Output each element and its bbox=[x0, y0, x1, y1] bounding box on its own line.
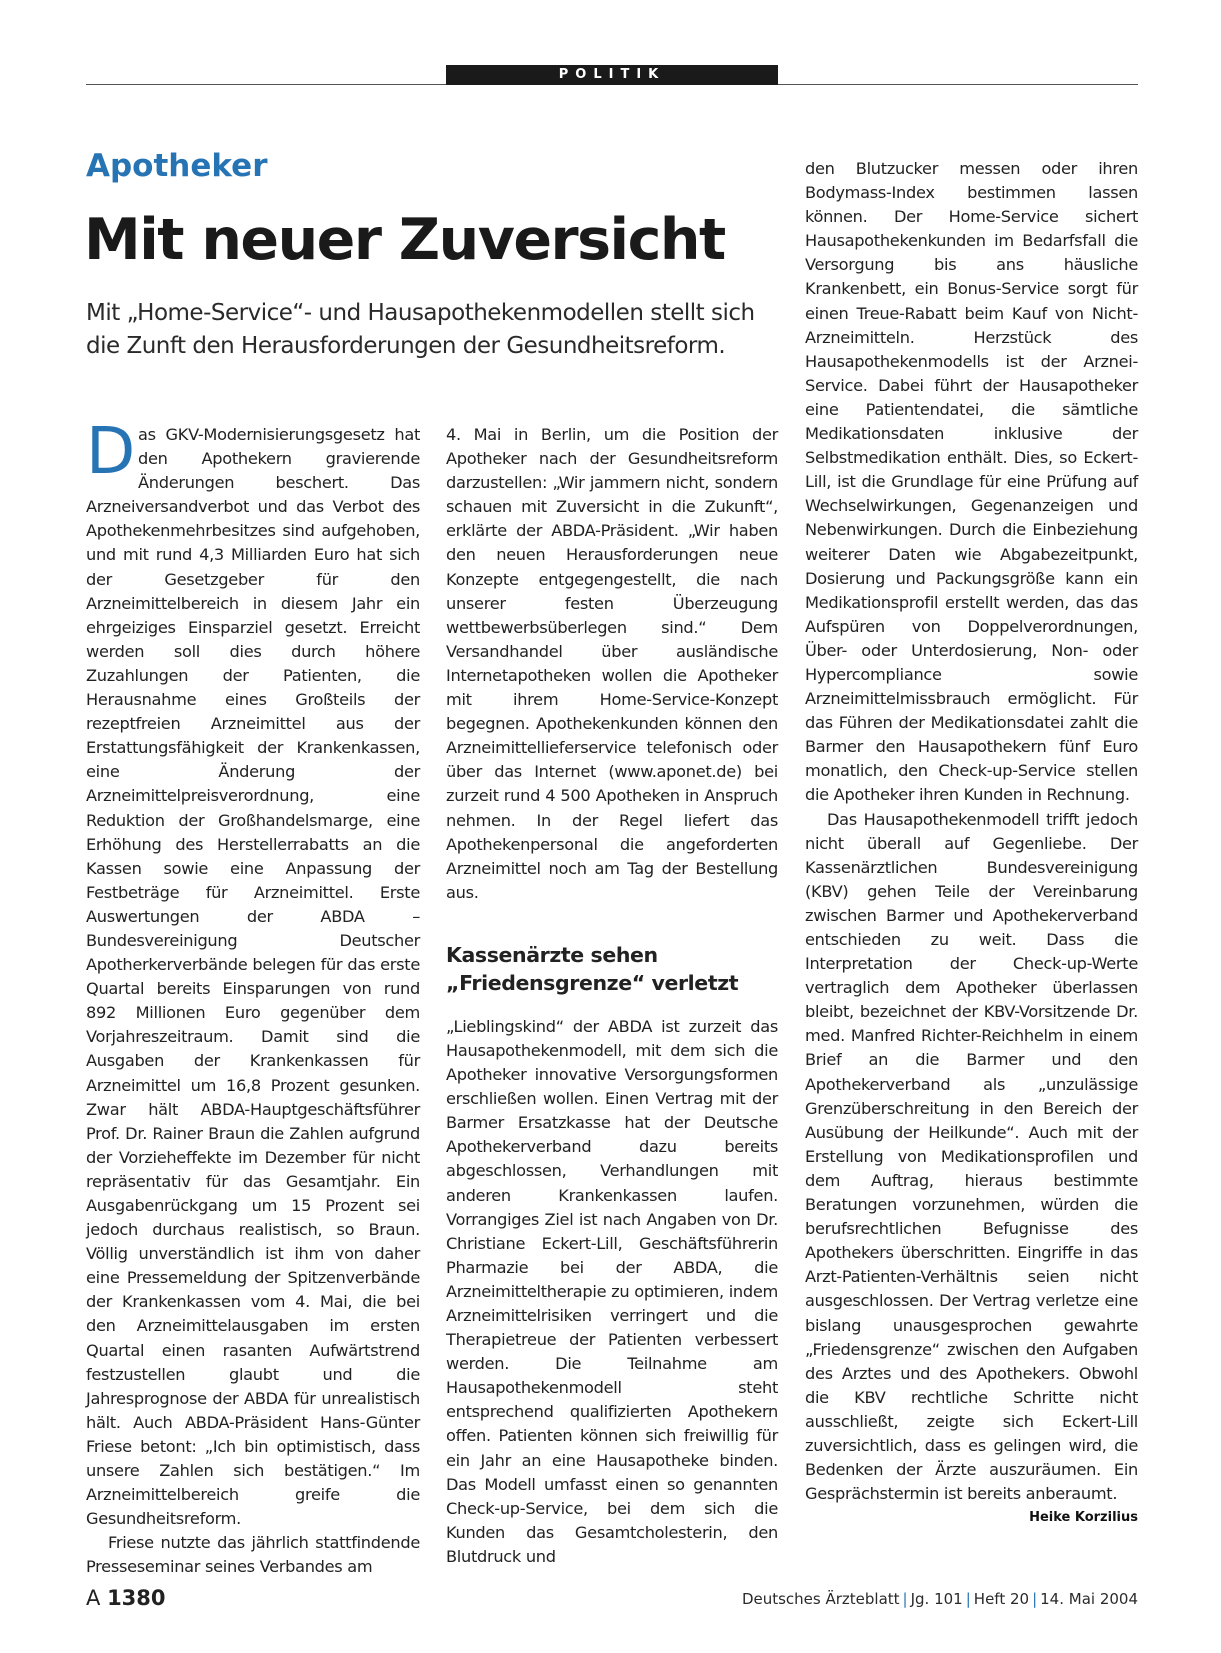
article-title: Mit neuer Zuversicht bbox=[84, 207, 725, 273]
separator: | bbox=[965, 1590, 971, 1608]
paragraph-3-start: „Lieblingskind“ der ABDA ist zurzeit das Hausapothekenmodell, mit dem sich die Apotheker innovative Versorgungsformen erschließen wollen. Einen Vertrag mit der Barmer Ersatzkasse hat der Deutsche Apothekerverband dazu bereits abgeschlossen, Verhandlungen mit anderen Krankenkassen laufen. Vorrangiges Ziel ist nach Angaben von Dr. Christiane Eckert-Lill, Geschäftsführerin Pharmazie bei der ABDA, die Arzneimitteltherapie zu optimieren, indem Arzneimittelrisiken verringert und die Therapietreue der Patienten verbessert werden. Die Teilnahme am Hausapothekenmodell steht entsprechend qualifizierten Apothekern offen. Patienten können sich freiwillig für ein Jahr an eine Hausapotheke binden. Das Modell umfasst einen so genannten Check-up-Service, bei dem sich die Kunden das Gesamtcholesterin, den Blutdruck und bbox=[446, 1016, 778, 1566]
journal-name: Deutsches Ärzteblatt bbox=[741, 1590, 900, 1608]
journal-date: 14. Mai 2004 bbox=[1040, 1590, 1138, 1608]
separator: | bbox=[902, 1590, 908, 1608]
paragraph-4-text: Das Hausapothekenmodell trifft jedoch nicht überall auf Gegenliebe. Der Kassenärztlichen Bundesvereinigung (KBV) gehen Teile der Vereinbarung zwischen Barmer und Apothekerverband entschieden zu weit. Dass die Interpretation der Check-up-Werte vertraglich dem Apotheker überlassen bleibt, bezeichnet der KBV-Vorsitzende Dr. med. Manfred Richter-Reichhelm in einem Brief an die Barmer und den Apothekerverband als „unzulässige Grenzüberschreitung in den Bereich der Ausübung der Heilkunde“. Auch mit der Erstellung von Medikationsprofilen und dem Auftrag, hieraus bestimmte Beratungen vorzunehmen, würden die berufsrechtlichen Befugnisse des Apothekers überschritten. Eingriffe in das Arzt-Patienten-Verhältnis seien nicht ausgeschlossen. Der Vertrag verletze eine bislang unausgesprochen gewahrte „Friedensgrenze“ zwischen den Aufgaben des Arztes und des Apothekers. Obwohl die KBV rechtliche Schritte nicht ausschließt, zeigte sich Eckert-Lill zuversichtlich, dass es gelingen wird, die Bedenken der Ärzte auszuräumen. Ein Gesprächstermin ist bereits anberaumt. bbox=[805, 809, 1138, 1504]
paragraph-3-continued: den Blutzucker messen oder ihren Bodymass-Index bestimmen lassen können. Der Home-Service sichert Hausapothekenkunden im Bedarfsfall die Versorgung bis ans häusliche Krankenbett, ein Bonus-Service sorgt für einen Treue-Rabatt beim Kauf von Nicht-Arzneimitteln. Herzstück des Hausapothekenmodells ist der Arznei-Service. Dabei führt der Hausapotheker eine Patientendatei, die sämtliche Medikationsdaten inklusive der Selbstmedikation enthält. Dies, so Eckert-Lill, ist die Grundlage für eine Prüfung auf Wechselwirkungen, Gegenanzeigen und Nebenwirkungen. Durch die Einbeziehung weiterer Daten wie Abgabezeitpunkt, Dosierung und Packungsgröße kann ein Medikationsprofil erstellt werden, das das Aufspüren von Doppelverordnungen, Über- oder Unterdosierung, Non- oder Hypercompliance sowie Arzneimittelmissbrauch ermöglicht. Für das Führen der Medikationsdatei zahlt die Barmer den Hausapothekern fünf Euro monatlich, den Check-up-Service stellen die Apotheker ihren Kunden in Rechnung. bbox=[805, 159, 1138, 805]
journal-issue: Heft 20 bbox=[973, 1590, 1030, 1608]
page-prefix: A bbox=[86, 1586, 101, 1610]
journal-reference bbox=[742, 1590, 1138, 1608]
text-column-2 bbox=[446, 423, 778, 1569]
article-subheading: Kassenärzte sehen „Friedensgrenze“ verletzt bbox=[446, 942, 739, 995]
paragraph-1 bbox=[86, 415, 420, 1531]
paragraph-2-start: Friese nutzte das jährlich stattfindende Presseseminar seines Verbandes am bbox=[86, 1533, 420, 1577]
text-column-1 bbox=[86, 415, 420, 1580]
separator: | bbox=[1032, 1590, 1038, 1608]
drop-cap: D bbox=[86, 415, 135, 489]
paragraph-2-continued: 4. Mai in Berlin, um die Position der Apotheker nach der Gesundheitsreform darzustellen: „Wir jammern nicht, sondern schauen mit Zuversicht in die Zukunft“, erklärte der ABDA-Präsident. „Wir haben den neuen Herausforderungen neue Konzepte entgegengestellt, die nach unserer festen Überzeugung wettbewerbsüberlegen sind.“ Dem Versandhandel über ausländische Internetapotheken wollen die Apotheker mit ihrem Home-Service-Konzept begegnen. Apothekenkunden können den Arzneimittellieferservice telefonisch oder über das Internet (www.aponet.de) bei zurzeit rund 4 500 Apotheken in Anspruch nehmen. In der Regel liefert das Apothekenpersonal die angeforderten Arzneimittel noch am Tag der Bestellung aus. bbox=[446, 425, 778, 902]
author-byline: Heike Korzilius bbox=[1029, 1510, 1138, 1526]
paragraph-1-text: as GKV-Modernisierungsgesetz hat den Apothekern gravierende Änderungen beschert. Das Arzneiversandverbot und das Verbot des Apothekenmehrbesitzes sind aufgehoben, und mit rund 4,3 Milliarden Euro hat sich der Gesetzgeber für den Arzneimittelbereich in diesem Jahr ein ehrgeiziges Einsparziel gesetzt. Erreicht werden soll dies durch höhere Zuzahlungen der Patienten, die Herausnahme eines Großteils der rezeptfreien Arzneimittel aus der Erstattungsfähigkeit der Krankenkassen, eine Änderung der Arzneimittelpreisverordnung, eine Reduktion der Großhandelsmarge, eine Erhöhung des Herstellerrabatts an die Kassen sowie eine Anpassung der Festbeträge für Arzneimittel. Erste Auswertungen der ABDA – Bundesvereinigung Deutscher Apotherkerverbände belegen für das erste Quartal bereits Einsparungen von rund 892 Millionen Euro gegenüber dem Vorjahreszeitraum. Damit sind die Ausgaben der Krankenkassen für Arzneimittel um 16,8 Prozent gesunken. Zwar hält ABDA-Hauptgeschäftsführer Prof. Dr. Rainer Braun die Zahlen aufgrund der Vorzieheffekte im Dezember für nicht repräsentativ für das Gesamtjahr. Ein Ausgabenrückgang um 15 Prozent sei jedoch durchaus realistisch, so Braun. Völlig unverständlich ist ihm von daher eine Pressemeldung der Spitzenverbände der Krankenkassen vom 4. Mai, die bei den Arzneimittelausgaben im ersten Quartal einen rasanten Aufwärtstrend festzustellen glaubt und die Jahresprognose der ABDA für unrealistisch hält. Auch ABDA-Präsident Hans-Günter Friese betont: „Ich bin optimistisch, dass unsere Zahlen sich bestätigen.“ Im Arzneimittelbereich greife die Gesundheitsreform. bbox=[86, 425, 420, 1529]
section-label: POLITIK bbox=[446, 65, 778, 85]
page-number-value: 1380 bbox=[107, 1586, 166, 1610]
article-standfirst: Mit „Home-Service“- und Hausapothekenmodellen stellt sich die Zunft den Herausforderungen der Gesundheitsreform. bbox=[86, 300, 755, 359]
text-column-3 bbox=[805, 157, 1138, 1530]
article-kicker: Apotheker bbox=[86, 148, 268, 184]
paragraph-4 bbox=[805, 808, 1138, 1526]
journal-volume: Jg. 101 bbox=[910, 1590, 963, 1608]
page-number bbox=[86, 1586, 166, 1610]
